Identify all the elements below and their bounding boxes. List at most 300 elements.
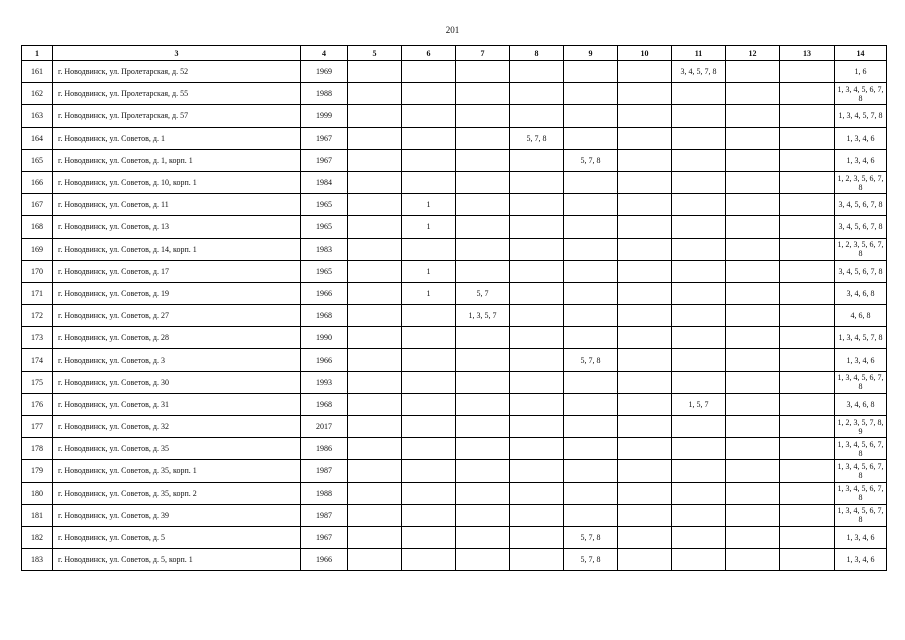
year-cell: 1968 <box>301 393 348 415</box>
table-row <box>22 504 887 526</box>
col-6-cell <box>402 238 456 260</box>
col-9-cell: 5, 7, 8 <box>564 549 618 571</box>
col-9-cell <box>564 393 618 415</box>
col-10-cell <box>618 282 672 304</box>
col-13-cell <box>780 327 835 349</box>
col-11-cell <box>672 127 726 149</box>
col-14-cell: 1, 2, 3, 5, 6, 7, 8 <box>835 171 887 193</box>
col-6-cell <box>402 349 456 371</box>
col-10-cell <box>618 127 672 149</box>
table-row <box>22 526 887 548</box>
table-row <box>22 61 887 83</box>
col-11-cell <box>672 149 726 171</box>
col-11-cell <box>672 194 726 216</box>
col-12-cell <box>726 526 780 548</box>
col-11-cell <box>672 260 726 282</box>
year-cell: 1969 <box>301 61 348 83</box>
col-11-cell <box>672 327 726 349</box>
col-6-cell <box>402 549 456 571</box>
col-7-cell <box>456 371 510 393</box>
col-5-cell <box>348 194 402 216</box>
table-row <box>22 238 887 260</box>
row-number-cell: 174 <box>22 349 53 371</box>
row-number-cell: 175 <box>22 371 53 393</box>
col-8-cell <box>510 371 564 393</box>
col-11-cell <box>672 105 726 127</box>
col-8-cell <box>510 171 564 193</box>
col-7-cell <box>456 105 510 127</box>
table-row <box>22 216 887 238</box>
col-12-cell <box>726 482 780 504</box>
col-14-cell: 1, 2, 3, 5, 6, 7, 8 <box>835 238 887 260</box>
page-number: 201 <box>445 25 460 35</box>
col-12-cell <box>726 194 780 216</box>
col-8-cell <box>510 194 564 216</box>
address-cell: г. Новодвинск, ул. Советов, д. 17 <box>53 260 301 282</box>
year-cell: 1990 <box>301 327 348 349</box>
column-header: 12 <box>726 46 780 61</box>
col-10-cell <box>618 327 672 349</box>
year-cell: 1987 <box>301 460 348 482</box>
col-5-cell <box>348 549 402 571</box>
table-row <box>22 327 887 349</box>
col-9-cell <box>564 83 618 105</box>
col-8-cell <box>510 460 564 482</box>
col-7-cell <box>456 438 510 460</box>
col-5-cell <box>348 305 402 327</box>
col-6-cell <box>402 438 456 460</box>
year-cell: 1988 <box>301 482 348 504</box>
col-5-cell <box>348 171 402 193</box>
col-13-cell <box>780 371 835 393</box>
col-14-cell: 1, 6 <box>835 61 887 83</box>
year-cell: 1967 <box>301 526 348 548</box>
col-13-cell <box>780 127 835 149</box>
col-14-cell: 1, 3, 4, 5, 6, 7, 8 <box>835 371 887 393</box>
address-cell: г. Новодвинск, ул. Советов, д. 35 <box>53 438 301 460</box>
col-12-cell <box>726 349 780 371</box>
col-9-cell <box>564 371 618 393</box>
row-number-cell: 183 <box>22 549 53 571</box>
col-8-cell <box>510 549 564 571</box>
col-9-cell <box>564 438 618 460</box>
col-7-cell <box>456 171 510 193</box>
col-10-cell <box>618 504 672 526</box>
col-7-cell <box>456 149 510 171</box>
address-cell: г. Новодвинск, ул. Советов, д. 30 <box>53 371 301 393</box>
col-11-cell <box>672 305 726 327</box>
row-number-cell: 182 <box>22 526 53 548</box>
col-12-cell <box>726 83 780 105</box>
col-7-cell <box>456 238 510 260</box>
table-row <box>22 260 887 282</box>
col-13-cell <box>780 216 835 238</box>
address-cell: г. Новодвинск, ул. Советов, д. 13 <box>53 216 301 238</box>
col-5-cell <box>348 216 402 238</box>
col-11-cell <box>672 460 726 482</box>
col-12-cell <box>726 371 780 393</box>
col-12-cell <box>726 504 780 526</box>
row-number-cell: 163 <box>22 105 53 127</box>
col-5-cell <box>348 371 402 393</box>
year-cell: 1966 <box>301 549 348 571</box>
year-cell: 1999 <box>301 105 348 127</box>
row-number-cell: 173 <box>22 327 53 349</box>
table-row <box>22 127 887 149</box>
col-12-cell <box>726 393 780 415</box>
col-7-cell <box>456 127 510 149</box>
col-9-cell <box>564 194 618 216</box>
col-8-cell <box>510 416 564 438</box>
row-number-cell: 181 <box>22 504 53 526</box>
col-7-cell <box>456 549 510 571</box>
table-row <box>22 438 887 460</box>
col-10-cell <box>618 305 672 327</box>
col-7-cell <box>456 260 510 282</box>
col-8-cell <box>510 216 564 238</box>
col-9-cell <box>564 260 618 282</box>
col-10-cell <box>618 194 672 216</box>
col-7-cell <box>456 216 510 238</box>
col-5-cell <box>348 61 402 83</box>
col-13-cell <box>780 171 835 193</box>
address-cell: г. Новодвинск, ул. Пролетарская, д. 55 <box>53 83 301 105</box>
col-8-cell <box>510 349 564 371</box>
col-9-cell <box>564 127 618 149</box>
col-6-cell <box>402 305 456 327</box>
col-7-cell: 5, 7 <box>456 282 510 304</box>
address-cell: г. Новодвинск, ул. Пролетарская, д. 57 <box>53 105 301 127</box>
col-14-cell: 3, 4, 5, 6, 7, 8 <box>835 194 887 216</box>
col-5-cell <box>348 238 402 260</box>
year-cell: 1968 <box>301 305 348 327</box>
table-row <box>22 105 887 127</box>
col-5-cell <box>348 83 402 105</box>
col-12-cell <box>726 416 780 438</box>
column-header: 1 <box>22 46 53 61</box>
col-5-cell <box>348 149 402 171</box>
col-10-cell <box>618 416 672 438</box>
col-5-cell <box>348 504 402 526</box>
col-8-cell <box>510 305 564 327</box>
col-10-cell <box>618 549 672 571</box>
col-9-cell <box>564 61 618 83</box>
col-6-cell <box>402 393 456 415</box>
row-number-cell: 162 <box>22 83 53 105</box>
col-13-cell <box>780 194 835 216</box>
col-10-cell <box>618 260 672 282</box>
col-9-cell <box>564 460 618 482</box>
year-cell: 1967 <box>301 127 348 149</box>
col-13-cell <box>780 526 835 548</box>
col-12-cell <box>726 216 780 238</box>
col-8-cell <box>510 504 564 526</box>
col-13-cell <box>780 438 835 460</box>
col-9-cell <box>564 216 618 238</box>
col-11-cell <box>672 504 726 526</box>
col-5-cell <box>348 282 402 304</box>
address-cell: г. Новодвинск, ул. Советов, д. 27 <box>53 305 301 327</box>
col-7-cell <box>456 194 510 216</box>
col-9-cell <box>564 482 618 504</box>
col-11-cell <box>672 371 726 393</box>
address-cell: г. Новодвинск, ул. Советов, д. 11 <box>53 194 301 216</box>
col-9-cell <box>564 282 618 304</box>
column-header: 5 <box>348 46 402 61</box>
col-10-cell <box>618 371 672 393</box>
column-header: 4 <box>301 46 348 61</box>
col-12-cell <box>726 171 780 193</box>
col-14-cell: 1, 3, 4, 6 <box>835 526 887 548</box>
col-10-cell <box>618 83 672 105</box>
col-13-cell <box>780 260 835 282</box>
col-5-cell <box>348 460 402 482</box>
col-5-cell <box>348 327 402 349</box>
year-cell: 1988 <box>301 83 348 105</box>
address-cell: г. Новодвинск, ул. Советов, д. 5, корп. 1 <box>53 549 301 571</box>
col-9-cell: 5, 7, 8 <box>564 349 618 371</box>
col-13-cell <box>780 238 835 260</box>
address-cell: г. Новодвинск, ул. Пролетарская, д. 52 <box>53 61 301 83</box>
col-12-cell <box>726 127 780 149</box>
col-14-cell: 1, 3, 4, 6 <box>835 127 887 149</box>
col-13-cell <box>780 349 835 371</box>
col-10-cell <box>618 438 672 460</box>
col-8-cell <box>510 238 564 260</box>
year-cell: 1967 <box>301 149 348 171</box>
table-row <box>22 371 887 393</box>
table-row <box>22 349 887 371</box>
col-10-cell <box>618 393 672 415</box>
col-11-cell <box>672 282 726 304</box>
housing-registry-table <box>21 45 887 571</box>
col-14-cell: 3, 4, 5, 6, 7, 8 <box>835 216 887 238</box>
col-13-cell <box>780 305 835 327</box>
year-cell: 1965 <box>301 260 348 282</box>
column-header: 3 <box>53 46 301 61</box>
col-5-cell <box>348 349 402 371</box>
col-14-cell: 1, 3, 4, 5, 6, 7, 8 <box>835 504 887 526</box>
column-header: 7 <box>456 46 510 61</box>
address-cell: г. Новодвинск, ул. Советов, д. 35, корп. 2 <box>53 482 301 504</box>
address-cell: г. Новодвинск, ул. Советов, д. 31 <box>53 393 301 415</box>
col-11-cell <box>672 349 726 371</box>
table-row <box>22 460 887 482</box>
year-cell: 1984 <box>301 171 348 193</box>
row-number-cell: 166 <box>22 171 53 193</box>
col-6-cell <box>402 327 456 349</box>
col-13-cell <box>780 549 835 571</box>
table-row <box>22 282 887 304</box>
col-9-cell <box>564 305 618 327</box>
col-5-cell <box>348 105 402 127</box>
row-number-cell: 168 <box>22 216 53 238</box>
year-cell: 1965 <box>301 194 348 216</box>
col-10-cell <box>618 61 672 83</box>
year-cell: 1987 <box>301 504 348 526</box>
col-14-cell: 1, 3, 4, 5, 6, 7, 8 <box>835 438 887 460</box>
col-13-cell <box>780 393 835 415</box>
col-10-cell <box>618 149 672 171</box>
row-number-cell: 177 <box>22 416 53 438</box>
row-number-cell: 179 <box>22 460 53 482</box>
col-11-cell <box>672 238 726 260</box>
col-12-cell <box>726 438 780 460</box>
year-cell: 1966 <box>301 282 348 304</box>
col-12-cell <box>726 327 780 349</box>
col-10-cell <box>618 482 672 504</box>
col-9-cell <box>564 238 618 260</box>
col-7-cell <box>456 61 510 83</box>
col-11-cell <box>672 416 726 438</box>
col-5-cell <box>348 438 402 460</box>
col-11-cell <box>672 526 726 548</box>
address-cell: г. Новодвинск, ул. Советов, д. 10, корп. 1 <box>53 171 301 193</box>
col-13-cell <box>780 282 835 304</box>
table-row <box>22 171 887 193</box>
col-10-cell <box>618 105 672 127</box>
address-cell: г. Новодвинск, ул. Советов, д. 19 <box>53 282 301 304</box>
row-number-cell: 165 <box>22 149 53 171</box>
col-5-cell <box>348 482 402 504</box>
col-6-cell: 1 <box>402 282 456 304</box>
col-6-cell <box>402 105 456 127</box>
col-8-cell <box>510 282 564 304</box>
col-9-cell <box>564 327 618 349</box>
table-row <box>22 194 887 216</box>
row-number-cell: 180 <box>22 482 53 504</box>
year-cell: 1983 <box>301 238 348 260</box>
col-14-cell: 1, 3, 4, 5, 7, 8 <box>835 327 887 349</box>
row-number-cell: 171 <box>22 282 53 304</box>
col-9-cell <box>564 504 618 526</box>
col-7-cell <box>456 482 510 504</box>
col-13-cell <box>780 460 835 482</box>
table-row <box>22 305 887 327</box>
col-8-cell <box>510 526 564 548</box>
col-8-cell <box>510 482 564 504</box>
table-row <box>22 549 887 571</box>
address-cell: г. Новодвинск, ул. Советов, д. 1 <box>53 127 301 149</box>
col-11-cell <box>672 216 726 238</box>
column-header: 13 <box>780 46 835 61</box>
col-12-cell <box>726 260 780 282</box>
column-header: 6 <box>402 46 456 61</box>
column-header: 9 <box>564 46 618 61</box>
col-14-cell: 3, 4, 5, 6, 7, 8 <box>835 260 887 282</box>
col-5-cell <box>348 260 402 282</box>
col-6-cell <box>402 416 456 438</box>
col-6-cell <box>402 460 456 482</box>
col-14-cell: 1, 3, 4, 5, 6, 7, 8 <box>835 482 887 504</box>
col-12-cell <box>726 305 780 327</box>
address-cell: г. Новодвинск, ул. Советов, д. 5 <box>53 526 301 548</box>
col-5-cell <box>348 416 402 438</box>
col-8-cell <box>510 260 564 282</box>
col-13-cell <box>780 504 835 526</box>
col-8-cell <box>510 61 564 83</box>
col-14-cell: 1, 3, 4, 5, 7, 8 <box>835 105 887 127</box>
row-number-cell: 161 <box>22 61 53 83</box>
row-number-cell: 178 <box>22 438 53 460</box>
row-number-cell: 164 <box>22 127 53 149</box>
address-cell: г. Новодвинск, ул. Советов, д. 1, корп. 1 <box>53 149 301 171</box>
address-cell: г. Новодвинск, ул. Советов, д. 39 <box>53 504 301 526</box>
table-row <box>22 149 887 171</box>
col-9-cell: 5, 7, 8 <box>564 149 618 171</box>
col-6-cell <box>402 371 456 393</box>
col-7-cell <box>456 526 510 548</box>
col-5-cell <box>348 127 402 149</box>
col-10-cell <box>618 526 672 548</box>
address-cell: г. Новодвинск, ул. Советов, д. 32 <box>53 416 301 438</box>
col-6-cell <box>402 61 456 83</box>
col-10-cell <box>618 349 672 371</box>
col-10-cell <box>618 460 672 482</box>
col-11-cell <box>672 83 726 105</box>
col-7-cell <box>456 504 510 526</box>
col-14-cell: 1, 3, 4, 5, 6, 7, 8 <box>835 460 887 482</box>
col-14-cell: 1, 3, 4, 6 <box>835 349 887 371</box>
col-6-cell: 1 <box>402 216 456 238</box>
col-12-cell <box>726 460 780 482</box>
col-5-cell <box>348 526 402 548</box>
col-6-cell <box>402 127 456 149</box>
row-number-cell: 176 <box>22 393 53 415</box>
col-10-cell <box>618 171 672 193</box>
year-cell: 1965 <box>301 216 348 238</box>
column-header: 11 <box>672 46 726 61</box>
col-11-cell: 3, 4, 5, 7, 8 <box>672 61 726 83</box>
col-7-cell <box>456 349 510 371</box>
address-cell: г. Новодвинск, ул. Советов, д. 35, корп. 1 <box>53 460 301 482</box>
col-9-cell <box>564 105 618 127</box>
header-row <box>22 46 887 61</box>
col-12-cell <box>726 105 780 127</box>
col-8-cell <box>510 149 564 171</box>
col-8-cell <box>510 83 564 105</box>
table-row <box>22 416 887 438</box>
col-11-cell <box>672 482 726 504</box>
col-14-cell: 1, 3, 4, 6 <box>835 149 887 171</box>
col-13-cell <box>780 149 835 171</box>
column-header: 14 <box>835 46 887 61</box>
col-13-cell <box>780 482 835 504</box>
col-8-cell: 5, 7, 8 <box>510 127 564 149</box>
row-number-cell: 170 <box>22 260 53 282</box>
col-8-cell <box>510 105 564 127</box>
col-12-cell <box>726 238 780 260</box>
col-10-cell <box>618 238 672 260</box>
col-11-cell <box>672 438 726 460</box>
col-14-cell: 1, 2, 3, 5, 7, 8, 9 <box>835 416 887 438</box>
col-12-cell <box>726 549 780 571</box>
table-body <box>22 61 887 571</box>
col-14-cell: 1, 3, 4, 6 <box>835 549 887 571</box>
column-header: 8 <box>510 46 564 61</box>
col-12-cell <box>726 61 780 83</box>
col-13-cell <box>780 416 835 438</box>
address-cell: г. Новодвинск, ул. Советов, д. 28 <box>53 327 301 349</box>
row-number-cell: 172 <box>22 305 53 327</box>
col-9-cell <box>564 171 618 193</box>
col-13-cell <box>780 61 835 83</box>
col-7-cell: 1, 3, 5, 7 <box>456 305 510 327</box>
col-7-cell <box>456 327 510 349</box>
col-14-cell: 3, 4, 6, 8 <box>835 393 887 415</box>
address-cell: г. Новодвинск, ул. Советов, д. 3 <box>53 349 301 371</box>
table-row <box>22 393 887 415</box>
